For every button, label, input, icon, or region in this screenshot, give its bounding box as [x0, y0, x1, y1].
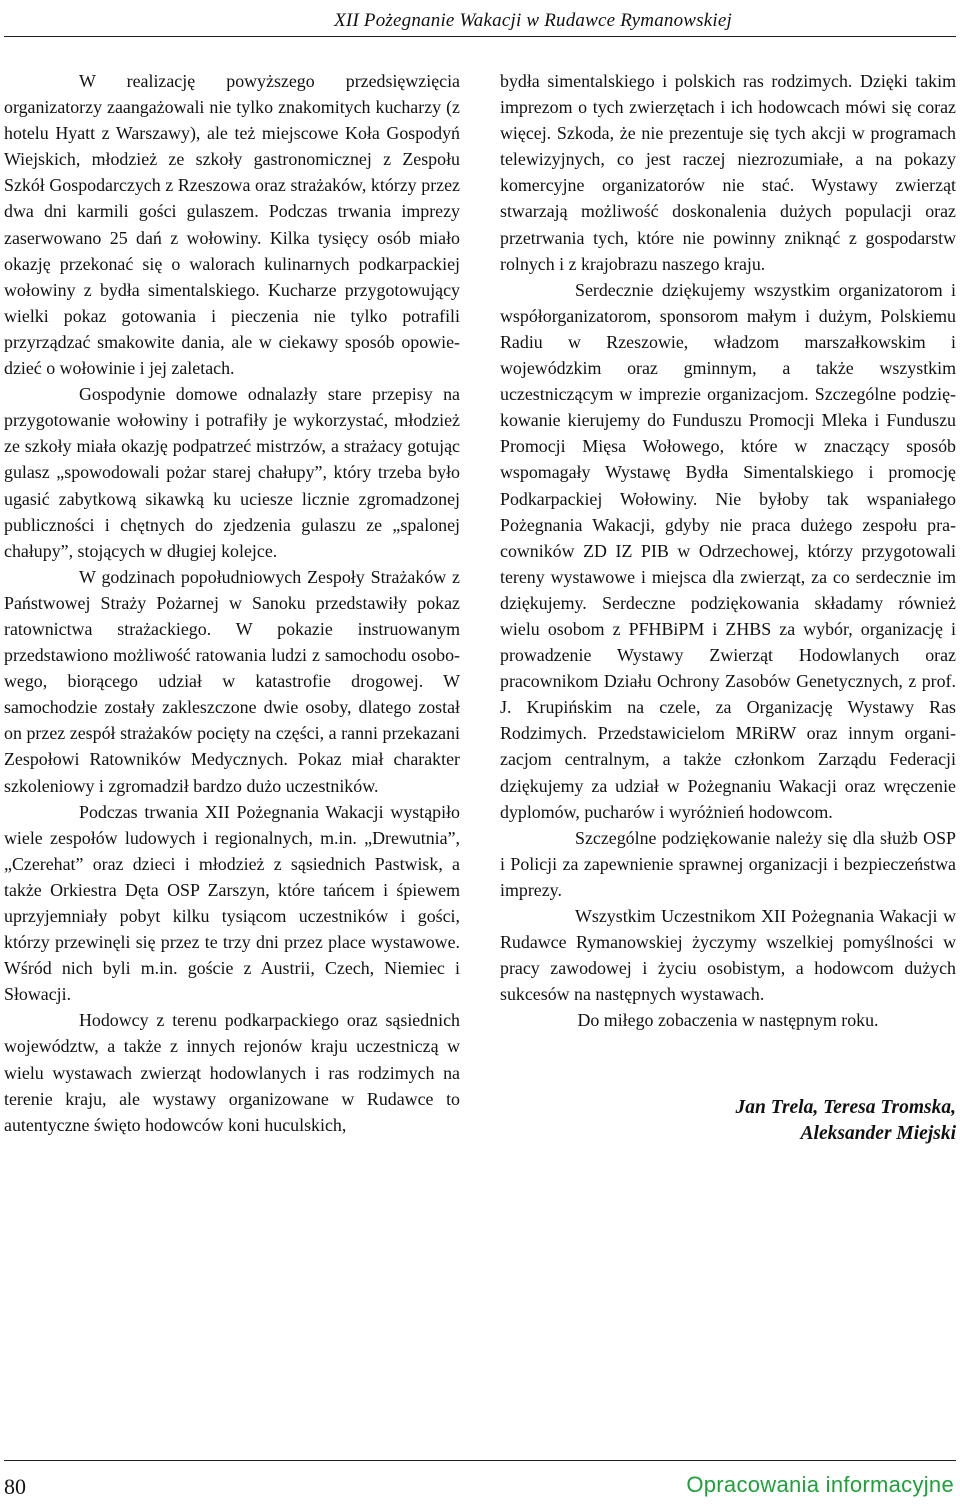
- page-number: 80: [4, 1474, 26, 1499]
- body-paragraph: Hodowcy z terenu podkarpackiego oraz sąsiednich województw, a także z innych rejonów kraju uczestniczą w wielu wystawach zwierząt hodowlanych i ras rodzimych na terenie kraju, ale wystawy organizowane w Rudawce to autentyczne święto hodowców koni huculskich,: [4, 1010, 460, 1135]
- continued-paragraph: bydła simentalskiego i polskich ras rodzimych. Dzięki takim imprezom o tych zwierzętach i ich hodowcach mówi się coraz więcej. Szkoda, że nie prezentuje się tych akcji w programach telewizyjnych, co jest raczej niezrozumiałe, a na pokazy komercyjne organizatorów nie stać. Wystawy zwierząt stwarzają możliwość doskonalenia dużych populacji oraz przetrwania tych, które nie powinny zniknąć z gospodarstw rolnych i z krajobrazu naszego kraju.: [500, 71, 956, 274]
- right-column: [500, 68, 956, 1147]
- body-paragraph: Wszystkim Uczestnikom XII Pożegnania Wakacji w Rudawce Rymanowskiej życzymy wszelkiej pomyślności w pracy zawodowej i życiu osobistym, a hodowcom dużych sukcesów na następnych wystawach.: [500, 906, 956, 1005]
- body-paragraph: Serdecznie dziękujemy wszystkim organizatorom i współorganizatorom, sponsorom małym i dużym, Polskiemu Radiu w Rzeszowie, władzom marszałkowskim i wojewódzkim oraz gminnym, a także wszystkim uczestniczącym w imprezie organizacjom. Szczególne podziękowanie kierujemy do Funduszu Promocji Mleka i Funduszu Promocji Mięsa Wołowego, które w znaczący sposób wspomagały Wystawę Bydła Simentalskiego i promocję Podkarpackiej Wołowiny. Nie byłoby tak wspaniałego Pożegnania Wakacji, gdyby nie praca dużego zespołu pracowników ZD IZ PIB w Odrzechowej, którzy przygotowali tereny wystawowe i miejsca dla zwierząt, za co serdecznie im dziękujemy. Serdeczne podziękowania składamy również wielu osobom z PFHBiPM i ZHBS za wybór, organizację i prowadzenie Wystawy Zwierząt Hodowlanych oraz pracownikom Działu Ochrony Zasobów Genetycznych, z prof. J. Krupińskim na czele, za Organizację Wystawy Ras Rodzimych. Przedstawicielom MRiRW oraz innym organizacjom centralnym, a także członkom Zarządu Federacji dziękujemy za udział w Pożegnaniu Wakacji oraz wręczenie dyplomów, pucharów i wyróżnień hodowcom.: [500, 279, 956, 822]
- footer-rule: [4, 1460, 956, 1461]
- closing-line: Do miłego zobaczenia w następnym roku.: [577, 1010, 879, 1031]
- body-paragraph: W realizację powyższego przedsięwzięcia organizatorzy zaangażowali nie tylko znakomitych kucharzy (z hotelu Hyatt z Warszawy), ale też miejscowe Koła Gospodyń Wiejskich, młodzież ze szkoły gastronomicznej z Zespołu Szkół Gospodarczych z Rzeszowa oraz strażaków, którzy przez dwa dni karmili gości gulaszem. Podczas trwania imprezy zaserwowano 25 dań z wołowiny. Kilka tysięcy osób miało okazję przekonać się o walorach kulinarnych podkarpackiej wołowiny z bydła simentalskiego. Kucharze przygotowujący wielki pokaz gotowania i pieczenia nie tylko potrafili przyrządzać smakowite dania, ale w ciekawy sposób opowiedzieć o wołowinie i jej zaletach.: [4, 71, 460, 379]
- body-paragraph: W godzinach popołudniowych Zespoły Strażaków z Państwowej Straży Pożarnej w Sanoku przedstawiły pokaz ratownictwa strażackiego. W pokazie instruowanym przedstawiono możliwość ratowania ludzi z samochodu osobowego, biorącego udział w katastrofie drogowej. W samochodzie zostały zakleszczone dwie osoby, dlatego został on przez zespół strażaków pocięty na części, a ranni przekazani Zespołowi Ratowników Medycznych. Pokaz miał charakter szkoleniowy i zgromadził bardzo dużo uczestników.: [4, 566, 460, 796]
- author-signature: [500, 1095, 956, 1147]
- header-rule: [4, 36, 956, 37]
- body-paragraph: Podczas trwania XII Pożegnania Wakacji wystąpiło wiele zespołów ludowych i regionalnych, m.in. „Drewutnia”, „Czerehat” oraz dzieci i młodzież z sąsiednich Pastwisk, a także Orkiestra Dęta OSP Zarszyn, które tańcem i śpiewem uprzyjemniały pobyt kilku tysiącom uczestników i gości, którzy przewinęli się przez te trzy dni przez place wystawowe. Wśród nich byli m.in. goście z Austrii, Czech, Niemiec i Słowacji.: [4, 801, 460, 1005]
- publication-title: Opracowania informacyjne: [686, 1472, 954, 1497]
- body-paragraph: Szczególne podziękowanie należy się dla służb OSP i Policji za zapewnienie sprawnej organizacji i bezpieczeństwa imprezy.: [500, 827, 956, 900]
- author-names-line-1: Jan Trela, Teresa Tromska,: [735, 1097, 956, 1119]
- body-paragraph: Gospodynie domowe odnalazły stare przepisy na przygotowanie wołowiny i potrafiły je wykorzystać, młodzież ze szkoły miała okazję podpatrzeć mistrzów, a strażacy gotując gulasz „spowodowali pożar starej chałupy”, który trzeba było ugasić zabytkową sikawką ku uciesze licznie zgromadzonej publiczności i chętnych do zjedzenia gulaszu ze „spalonej chałupy”, stojących w długiej kolejce.: [4, 384, 460, 561]
- author-names-line-2: Aleksander Miejski: [800, 1123, 956, 1145]
- left-column: [4, 68, 460, 1138]
- running-header: XII Pożegnanie Wakacji w Rudawce Rymanowskiej: [334, 10, 732, 31]
